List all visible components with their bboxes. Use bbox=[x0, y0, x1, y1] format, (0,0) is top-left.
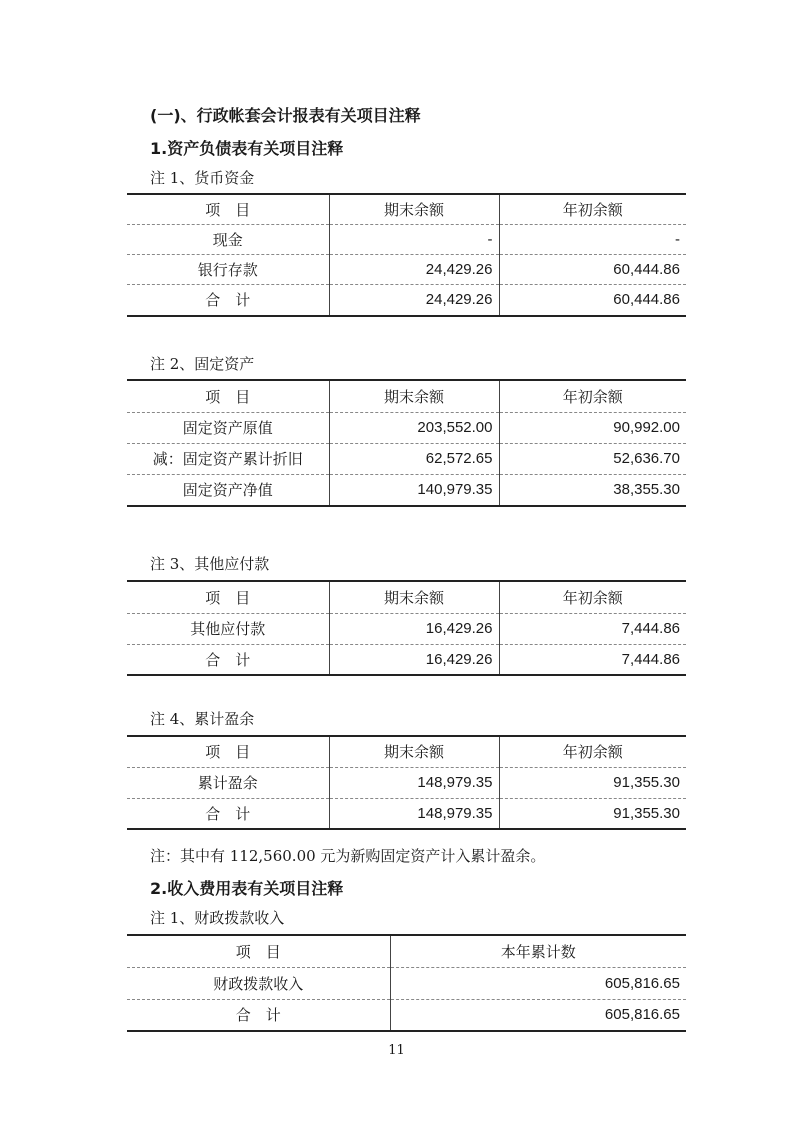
begin-balance-cell: 91,355.30 bbox=[499, 798, 686, 829]
row-label: 现金 bbox=[127, 224, 329, 254]
other-payables-table bbox=[127, 580, 686, 676]
note-accumulated-surplus-title: 注 4、累计盈余 bbox=[150, 710, 255, 728]
row-label: 合 计 bbox=[127, 644, 329, 675]
note-cash-title: 注 1、货币资金 bbox=[150, 169, 255, 187]
table-header-row bbox=[127, 736, 686, 767]
row-label: 合 计 bbox=[127, 999, 390, 1031]
note-fixed-assets-title: 注 2、固定资产 bbox=[150, 355, 255, 373]
end-balance-cell: 62,572.65 bbox=[329, 443, 499, 474]
table-row bbox=[127, 412, 686, 443]
fiscal-appropriation-table bbox=[127, 934, 686, 1032]
note-fiscal-appropriation-title: 注 1、财政拨款收入 bbox=[150, 909, 285, 927]
header-begin-balance: 年初余额 bbox=[499, 581, 686, 613]
begin-balance-cell: 38,355.30 bbox=[499, 474, 686, 506]
table-row bbox=[127, 967, 686, 999]
begin-balance-cell: 60,444.86 bbox=[499, 254, 686, 284]
end-balance-cell: 16,429.26 bbox=[329, 644, 499, 675]
table-row bbox=[127, 474, 686, 506]
header-year-total: 本年累计数 bbox=[390, 935, 686, 967]
end-balance-cell: 203,552.00 bbox=[329, 412, 499, 443]
row-label: 财政拨款收入 bbox=[127, 967, 390, 999]
header-end-balance: 期末余额 bbox=[329, 380, 499, 412]
total-row bbox=[127, 798, 686, 829]
begin-balance-cell: - bbox=[499, 224, 686, 254]
end-balance-cell: 148,979.35 bbox=[329, 798, 499, 829]
section-heading: (一)、行政帐套会计报表有关项目注释 bbox=[150, 106, 421, 125]
total-row bbox=[127, 999, 686, 1031]
header-end-balance: 期末余额 bbox=[329, 194, 499, 224]
begin-balance-cell: 7,444.86 bbox=[499, 613, 686, 644]
row-label: 固定资产原值 bbox=[127, 412, 329, 443]
end-balance-cell: 148,979.35 bbox=[329, 767, 499, 798]
table-row bbox=[127, 613, 686, 644]
end-balance-cell: 24,429.26 bbox=[329, 284, 499, 316]
table-header-row bbox=[127, 380, 686, 412]
total-row bbox=[127, 284, 686, 316]
header-item: 项 目 bbox=[127, 581, 329, 613]
end-balance-cell: 140,979.35 bbox=[329, 474, 499, 506]
cash-table bbox=[127, 193, 686, 317]
table-row bbox=[127, 443, 686, 474]
fixed-assets-table bbox=[127, 379, 686, 507]
table-header-row bbox=[127, 581, 686, 613]
end-balance-cell: - bbox=[329, 224, 499, 254]
year-total-cell: 605,816.65 bbox=[390, 967, 686, 999]
balance-sheet-heading: 1.资产负债表有关项目注释 bbox=[150, 139, 344, 158]
header-item: 项 目 bbox=[127, 935, 390, 967]
header-begin-balance: 年初余额 bbox=[499, 736, 686, 767]
header-end-balance: 期末余额 bbox=[329, 581, 499, 613]
row-label: 其他应付款 bbox=[127, 613, 329, 644]
header-end-balance: 期末余额 bbox=[329, 736, 499, 767]
row-label: 合 计 bbox=[127, 284, 329, 316]
begin-balance-cell: 90,992.00 bbox=[499, 412, 686, 443]
row-label: 减：固定资产累计折旧 bbox=[127, 443, 329, 474]
header-item: 项 目 bbox=[127, 194, 329, 224]
accumulated-surplus-table bbox=[127, 735, 686, 830]
begin-balance-cell: 91,355.30 bbox=[499, 767, 686, 798]
header-item: 项 目 bbox=[127, 736, 329, 767]
surplus-footnote: 注：其中有 112,560.00 元为新购固定资产计入累计盈余。 bbox=[150, 847, 546, 865]
begin-balance-cell: 7,444.86 bbox=[499, 644, 686, 675]
table-header-row bbox=[127, 935, 686, 967]
total-row bbox=[127, 644, 686, 675]
row-label: 合 计 bbox=[127, 798, 329, 829]
row-label: 固定资产净值 bbox=[127, 474, 329, 506]
note-other-payables-title: 注 3、其他应付款 bbox=[150, 555, 270, 573]
end-balance-cell: 16,429.26 bbox=[329, 613, 499, 644]
begin-balance-cell: 60,444.86 bbox=[499, 284, 686, 316]
year-total-cell: 605,816.65 bbox=[390, 999, 686, 1031]
end-balance-cell: 24,429.26 bbox=[329, 254, 499, 284]
income-statement-heading: 2.收入费用表有关项目注释 bbox=[150, 879, 344, 898]
table-row bbox=[127, 224, 686, 254]
header-begin-balance: 年初余额 bbox=[499, 380, 686, 412]
begin-balance-cell: 52,636.70 bbox=[499, 443, 686, 474]
table-row bbox=[127, 254, 686, 284]
header-begin-balance: 年初余额 bbox=[499, 194, 686, 224]
page-number: 11 bbox=[388, 1043, 405, 1058]
table-header-row bbox=[127, 194, 686, 224]
table-row bbox=[127, 767, 686, 798]
header-item: 项 目 bbox=[127, 380, 329, 412]
row-label: 累计盈余 bbox=[127, 767, 329, 798]
row-label: 银行存款 bbox=[127, 254, 329, 284]
